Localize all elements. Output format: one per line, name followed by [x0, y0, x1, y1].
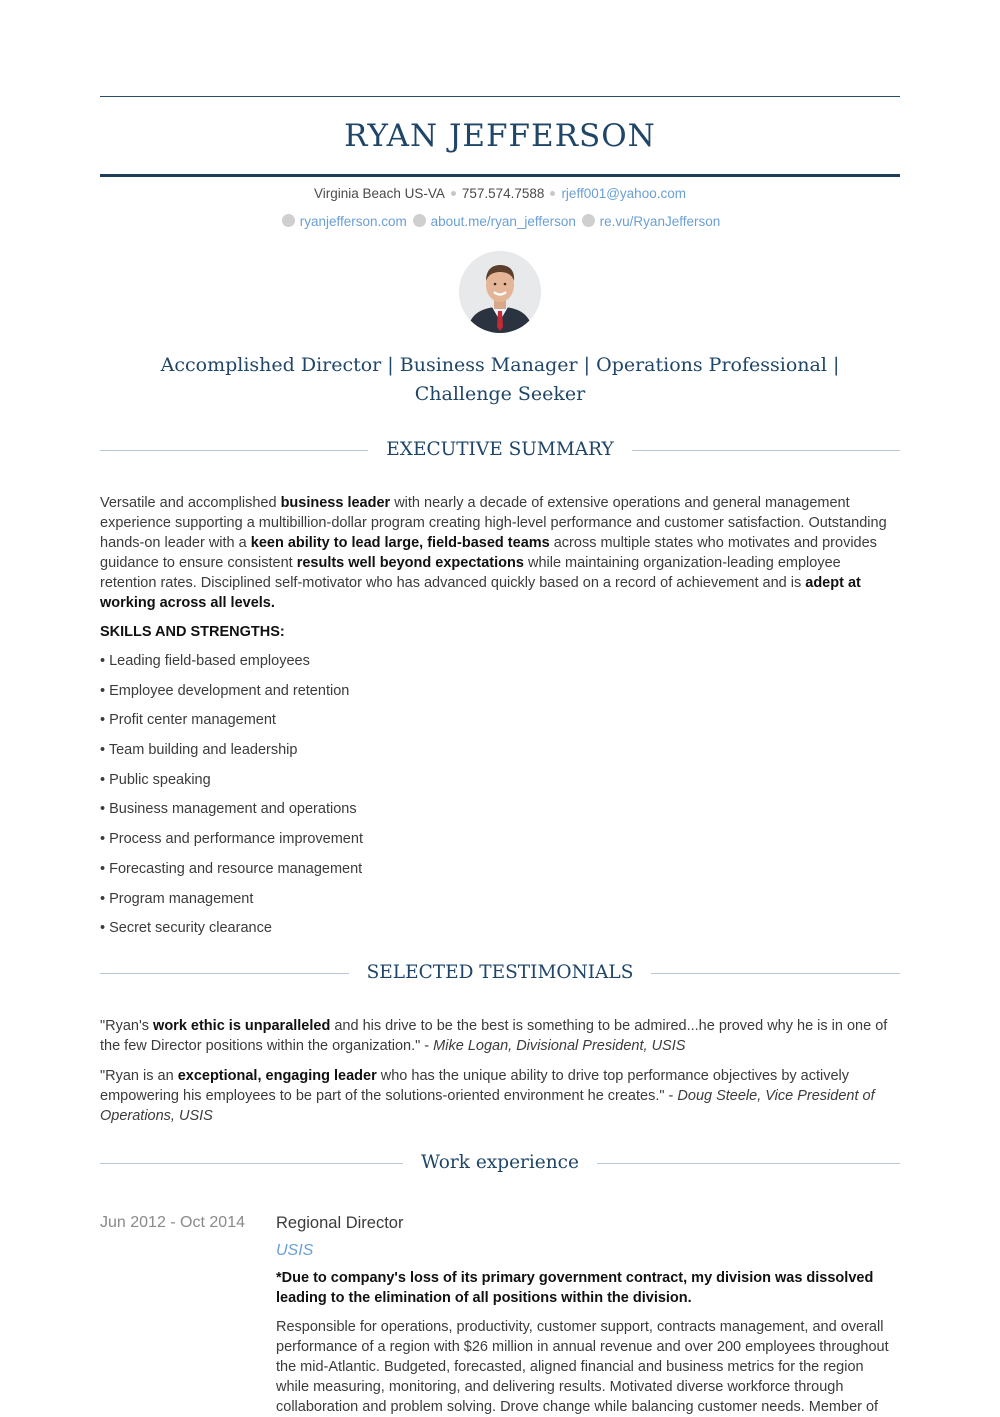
list-item: • Forecasting and resource management	[100, 860, 363, 877]
testimonial: "Ryan's work ethic is unparalleled and his drive to be the best is something to be admired...he proved why he is in one of the few Director positions within the organization." - Mike Logan, Divisional President, USIS	[100, 1018, 888, 1055]
section-executive-summary	[100, 437, 900, 463]
list-item: • Secret security clearance	[100, 920, 272, 937]
list-item: • Business management and operations	[100, 801, 357, 818]
job-entry	[100, 1212, 900, 1417]
job-description: Responsible for operations, productivity, customer support, contracts management, and overall performance of a region with $26 million in annual revenue and over 200 employees throughout the mid-Atlantic. Budgeted, forecasted, aligned financial and business metrics for the region while measuring, monitoring, and delivering results. Motivated diverse workforce through collaboration and problem solving. Drove change while balancing customer needs. Member of	[276, 1319, 889, 1416]
list-item: • Profit center management	[100, 712, 276, 729]
list-item: • Employee development and retention	[100, 682, 350, 699]
list-item: • Leading field-based employees	[100, 653, 310, 669]
separator-dot	[550, 191, 555, 196]
skills-heading: SKILLS AND STRENGTHS:	[100, 624, 285, 640]
aboutme-link[interactable]: about.me/ryan_jefferson	[430, 214, 576, 229]
phone: 757.574.7588	[461, 186, 545, 201]
portrait-photo	[459, 251, 541, 333]
contact-row	[100, 185, 900, 203]
separator-dot	[451, 191, 456, 196]
list-item: • Process and performance improvement	[100, 831, 363, 848]
globe-icon	[413, 214, 426, 227]
candidate-name: RYAN JEFFERSON	[344, 118, 656, 154]
job-company: USIS	[276, 1242, 314, 1260]
section-title: Work experience	[403, 1152, 597, 1173]
testimonial: "Ryan is an exceptional, engaging leader who has the unique ability to drive top performance objectives by actively empowering his employees to be part of the solutions-oriented environment he creates." - Doug Steele, Vice President of Operations, USIS	[100, 1068, 875, 1125]
section-title: SELECTED TESTIMONIALS	[349, 962, 652, 983]
avatar	[459, 251, 541, 333]
top-divider	[100, 96, 900, 97]
job-title: Regional Director	[276, 1214, 404, 1233]
job-dates: Jun 2012 - Oct 2014	[100, 1214, 245, 1232]
section-work-experience	[100, 1150, 900, 1176]
resume-page	[100, 0, 900, 1417]
summary-paragraph: Versatile and accomplished business leader with nearly a decade of extensive operations and general management experience supporting a multibillion-dollar program creating high-level performance and customer satisfaction. Outstanding hands-on leader with a keen ability to lead large, field-based teams across multiple states who motivates and provides guidance to ensure consistent results well beyond expectations while maintaining organization-leading employee retention rates. Disciplined self-motivator who has advanced quickly based on a record of achievement and is adept at working across all levels.	[100, 495, 887, 611]
email-link[interactable]: rjeff001@yahoo.com	[561, 186, 686, 201]
globe-icon	[282, 214, 295, 227]
job-note: *Due to company's loss of its primary government contract, my division was dissolved leading to the elimination of all positions within the division.	[276, 1270, 874, 1307]
list-item: • Program management	[100, 890, 254, 907]
name-divider	[100, 174, 900, 177]
list-item: • Public speaking	[100, 771, 211, 788]
revu-link[interactable]: re.vu/RyanJefferson	[599, 214, 721, 229]
section-testimonials	[100, 960, 900, 986]
location: Virginia Beach US-VA	[314, 186, 445, 201]
headline: Accomplished Director | Business Manager | Operations Professional | Challenge Seeker	[160, 354, 840, 405]
globe-icon	[582, 214, 595, 227]
section-title: EXECUTIVE SUMMARY	[368, 439, 631, 460]
links-row	[100, 213, 900, 231]
list-item: • Team building and leadership	[100, 742, 298, 759]
skills-list	[100, 651, 900, 938]
website-link[interactable]: ryanjefferson.com	[299, 214, 407, 229]
